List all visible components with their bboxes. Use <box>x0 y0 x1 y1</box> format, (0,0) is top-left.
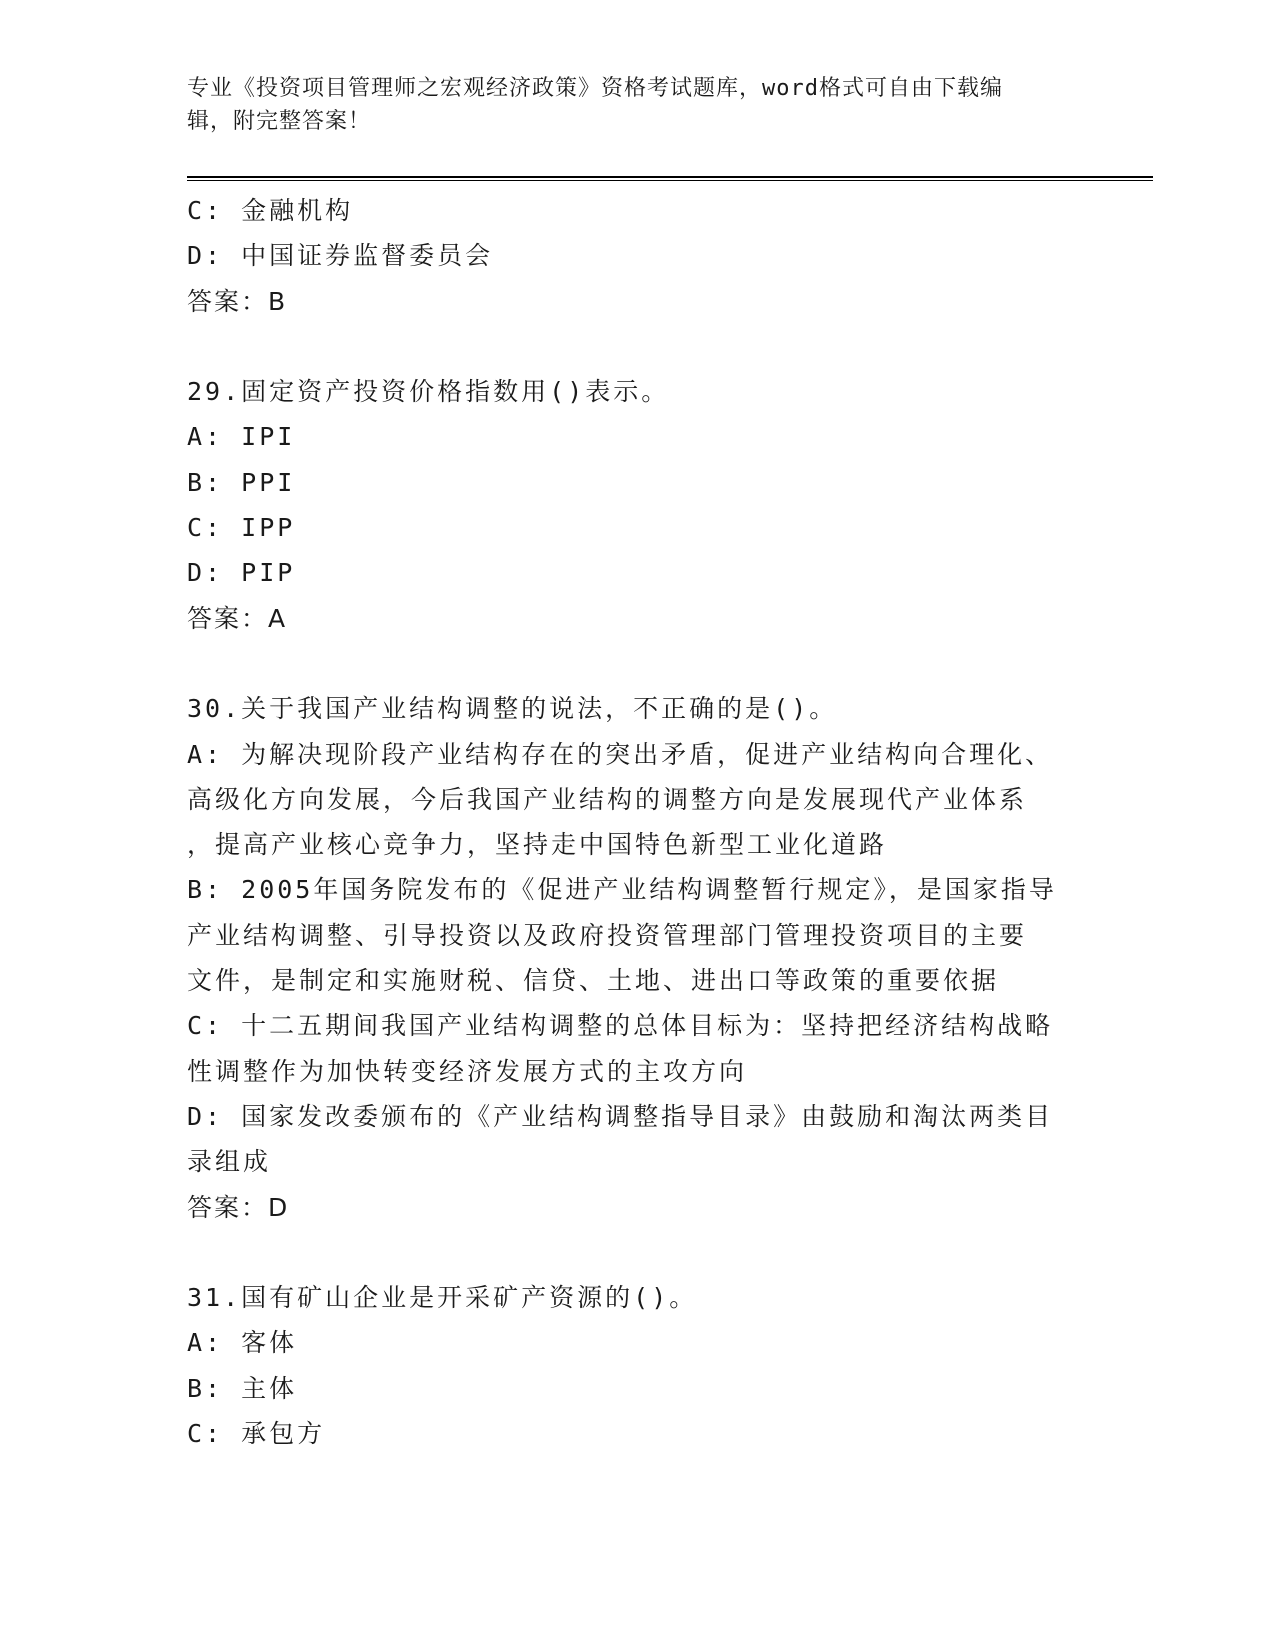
header-line-2: 辑，附完整答案！ <box>187 109 372 134</box>
answer-line: 答案：D <box>187 1192 290 1222</box>
option-b: B: PPI <box>187 467 296 497</box>
question-30 <box>187 686 1087 1230</box>
option-b-line-2: 产业结构调整、引导投资以及政府投资管理部门管理投资项目的主要 <box>187 920 1028 950</box>
answer-line: 答案：B <box>187 286 288 316</box>
answer-line: 答案：A <box>187 603 288 633</box>
option-b: B: 主体 <box>187 1373 298 1403</box>
question-28-tail <box>187 188 1087 324</box>
spacer <box>187 324 1087 369</box>
option-c: C: IPP <box>187 513 296 543</box>
question-list <box>187 188 1087 1456</box>
option-a: A: 客体 <box>187 1328 298 1358</box>
option-a-line-1: A: 为解决现阶段产业结构存在的突出矛盾，促进产业结构向合理化、 <box>187 739 1054 769</box>
option-c: C: 金融机构 <box>187 196 354 225</box>
option-c-line-1: C: 十二五期间我国产业结构调整的总体目标为：坚持把经济结构战略 <box>187 1011 1054 1041</box>
option-d-line-1: D: 国家发改委颁布的《产业结构调整指导目录》由鼓励和淘汰两类目 <box>187 1101 1054 1131</box>
header-line-1: 专业《投资项目管理师之宏观经济政策》资格考试题库，word格式可自由下载编 <box>187 76 1003 101</box>
spacer <box>187 1230 1087 1275</box>
option-d: D: 中国证券监督委员会 <box>187 241 494 271</box>
option-a: A: IPI <box>187 422 296 452</box>
option-b-line-3: 文件，是制定和实施财税、信贷、土地、进出口等政策的重要依据 <box>187 966 1000 996</box>
question-text: 29.固定资产投资价格指数用()表示。 <box>187 377 670 407</box>
option-d: D: PIP <box>187 558 296 588</box>
option-d-line-2: 录组成 <box>187 1147 272 1177</box>
spacer <box>187 641 1087 686</box>
document-header <box>187 72 1087 138</box>
question-text: 31.国有矿山企业是开采矿产资源的()。 <box>187 1283 698 1313</box>
option-c: C: 承包方 <box>187 1419 326 1449</box>
question-29 <box>187 369 1087 641</box>
option-b-line-1: B: 2005年国务院发布的《促进产业结构调整暂行规定》，是国家指导 <box>187 875 1057 905</box>
header-divider <box>187 176 1153 181</box>
option-a-line-2: 高级化方向发展，今后我国产业结构的调整方向是发展现代产业体系 <box>187 784 1028 814</box>
question-text: 30.关于我国产业结构调整的说法，不正确的是()。 <box>187 694 838 724</box>
question-31 <box>187 1275 1087 1456</box>
option-c-line-2: 性调整作为加快转变经济发展方式的主攻方向 <box>187 1056 748 1086</box>
option-a-line-3: ，提高产业核心竞争力，坚持走中国特色新型工业化道路 <box>187 830 888 860</box>
